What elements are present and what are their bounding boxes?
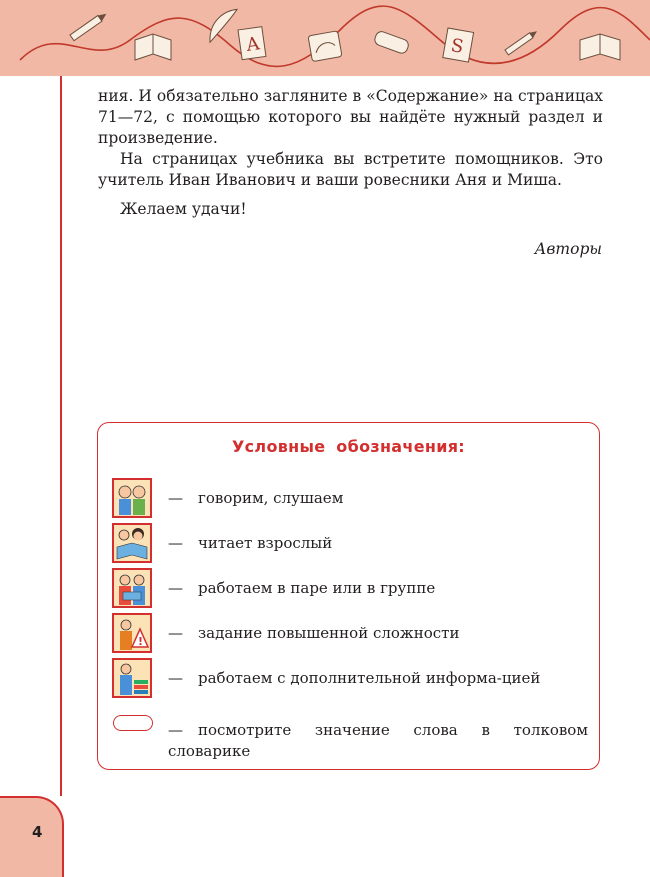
- legend-label: — читает взрослый: [168, 534, 333, 552]
- quill-icon: [201, 7, 245, 42]
- legend-item: [112, 523, 582, 567]
- legend-label: — говорим, слушаем: [168, 489, 344, 507]
- legend-item: [112, 613, 582, 657]
- extra-info-icon: [112, 658, 152, 698]
- scroll-icon: [373, 30, 410, 55]
- pair-work-icon: [112, 568, 152, 608]
- page-number: 4: [32, 823, 43, 841]
- signature: Авторы: [534, 240, 602, 258]
- legend-title: Условные обозначения:: [232, 437, 465, 456]
- picture-card-icon: [308, 31, 342, 62]
- legend-label: — работаем в паре или в группе: [168, 579, 436, 597]
- paragraph-2: На страницах учебника вы встретите помощников. Это учитель Иван Иванович и ваши ровесники Аня и Миша.: [98, 150, 603, 189]
- pencil-icon: [70, 11, 108, 41]
- letter-a-card-icon: [238, 27, 266, 60]
- legend-item: [112, 658, 582, 702]
- dictionary-box-icon: [113, 715, 153, 731]
- svg-text:!: !: [138, 635, 144, 648]
- paragraph-3: Желаем удачи!: [120, 200, 247, 218]
- letter-s-card-icon: [443, 28, 474, 62]
- left-margin: [0, 76, 61, 877]
- header-decoration: [0, 0, 650, 76]
- book-icon: [135, 34, 171, 60]
- legend-item: [112, 568, 582, 612]
- intro-text: [98, 86, 603, 220]
- adult-reads-icon: [112, 523, 152, 563]
- svg-text:А: А: [244, 33, 262, 56]
- legend-label: — посмотрите значение слова в толковом словарике: [168, 721, 588, 760]
- open-book-icon: [580, 34, 620, 60]
- paragraph-1: ния. И обязательно загляните в «Содержание» на страницах 71—72, с помощью которого вы найдёте нужный раздел и произведение.: [98, 87, 603, 147]
- legend-label: — задание повышенной сложности: [168, 624, 460, 642]
- talk-listen-icon: [112, 478, 152, 518]
- svg-text:S: S: [449, 34, 466, 58]
- legend-box: [97, 422, 600, 770]
- legend-item: [112, 711, 588, 760]
- legend-item: [112, 478, 582, 522]
- margin-line: [60, 76, 62, 796]
- hard-task-icon: [112, 613, 152, 653]
- legend-label: — работаем с дополнительной информа-цией: [168, 669, 541, 687]
